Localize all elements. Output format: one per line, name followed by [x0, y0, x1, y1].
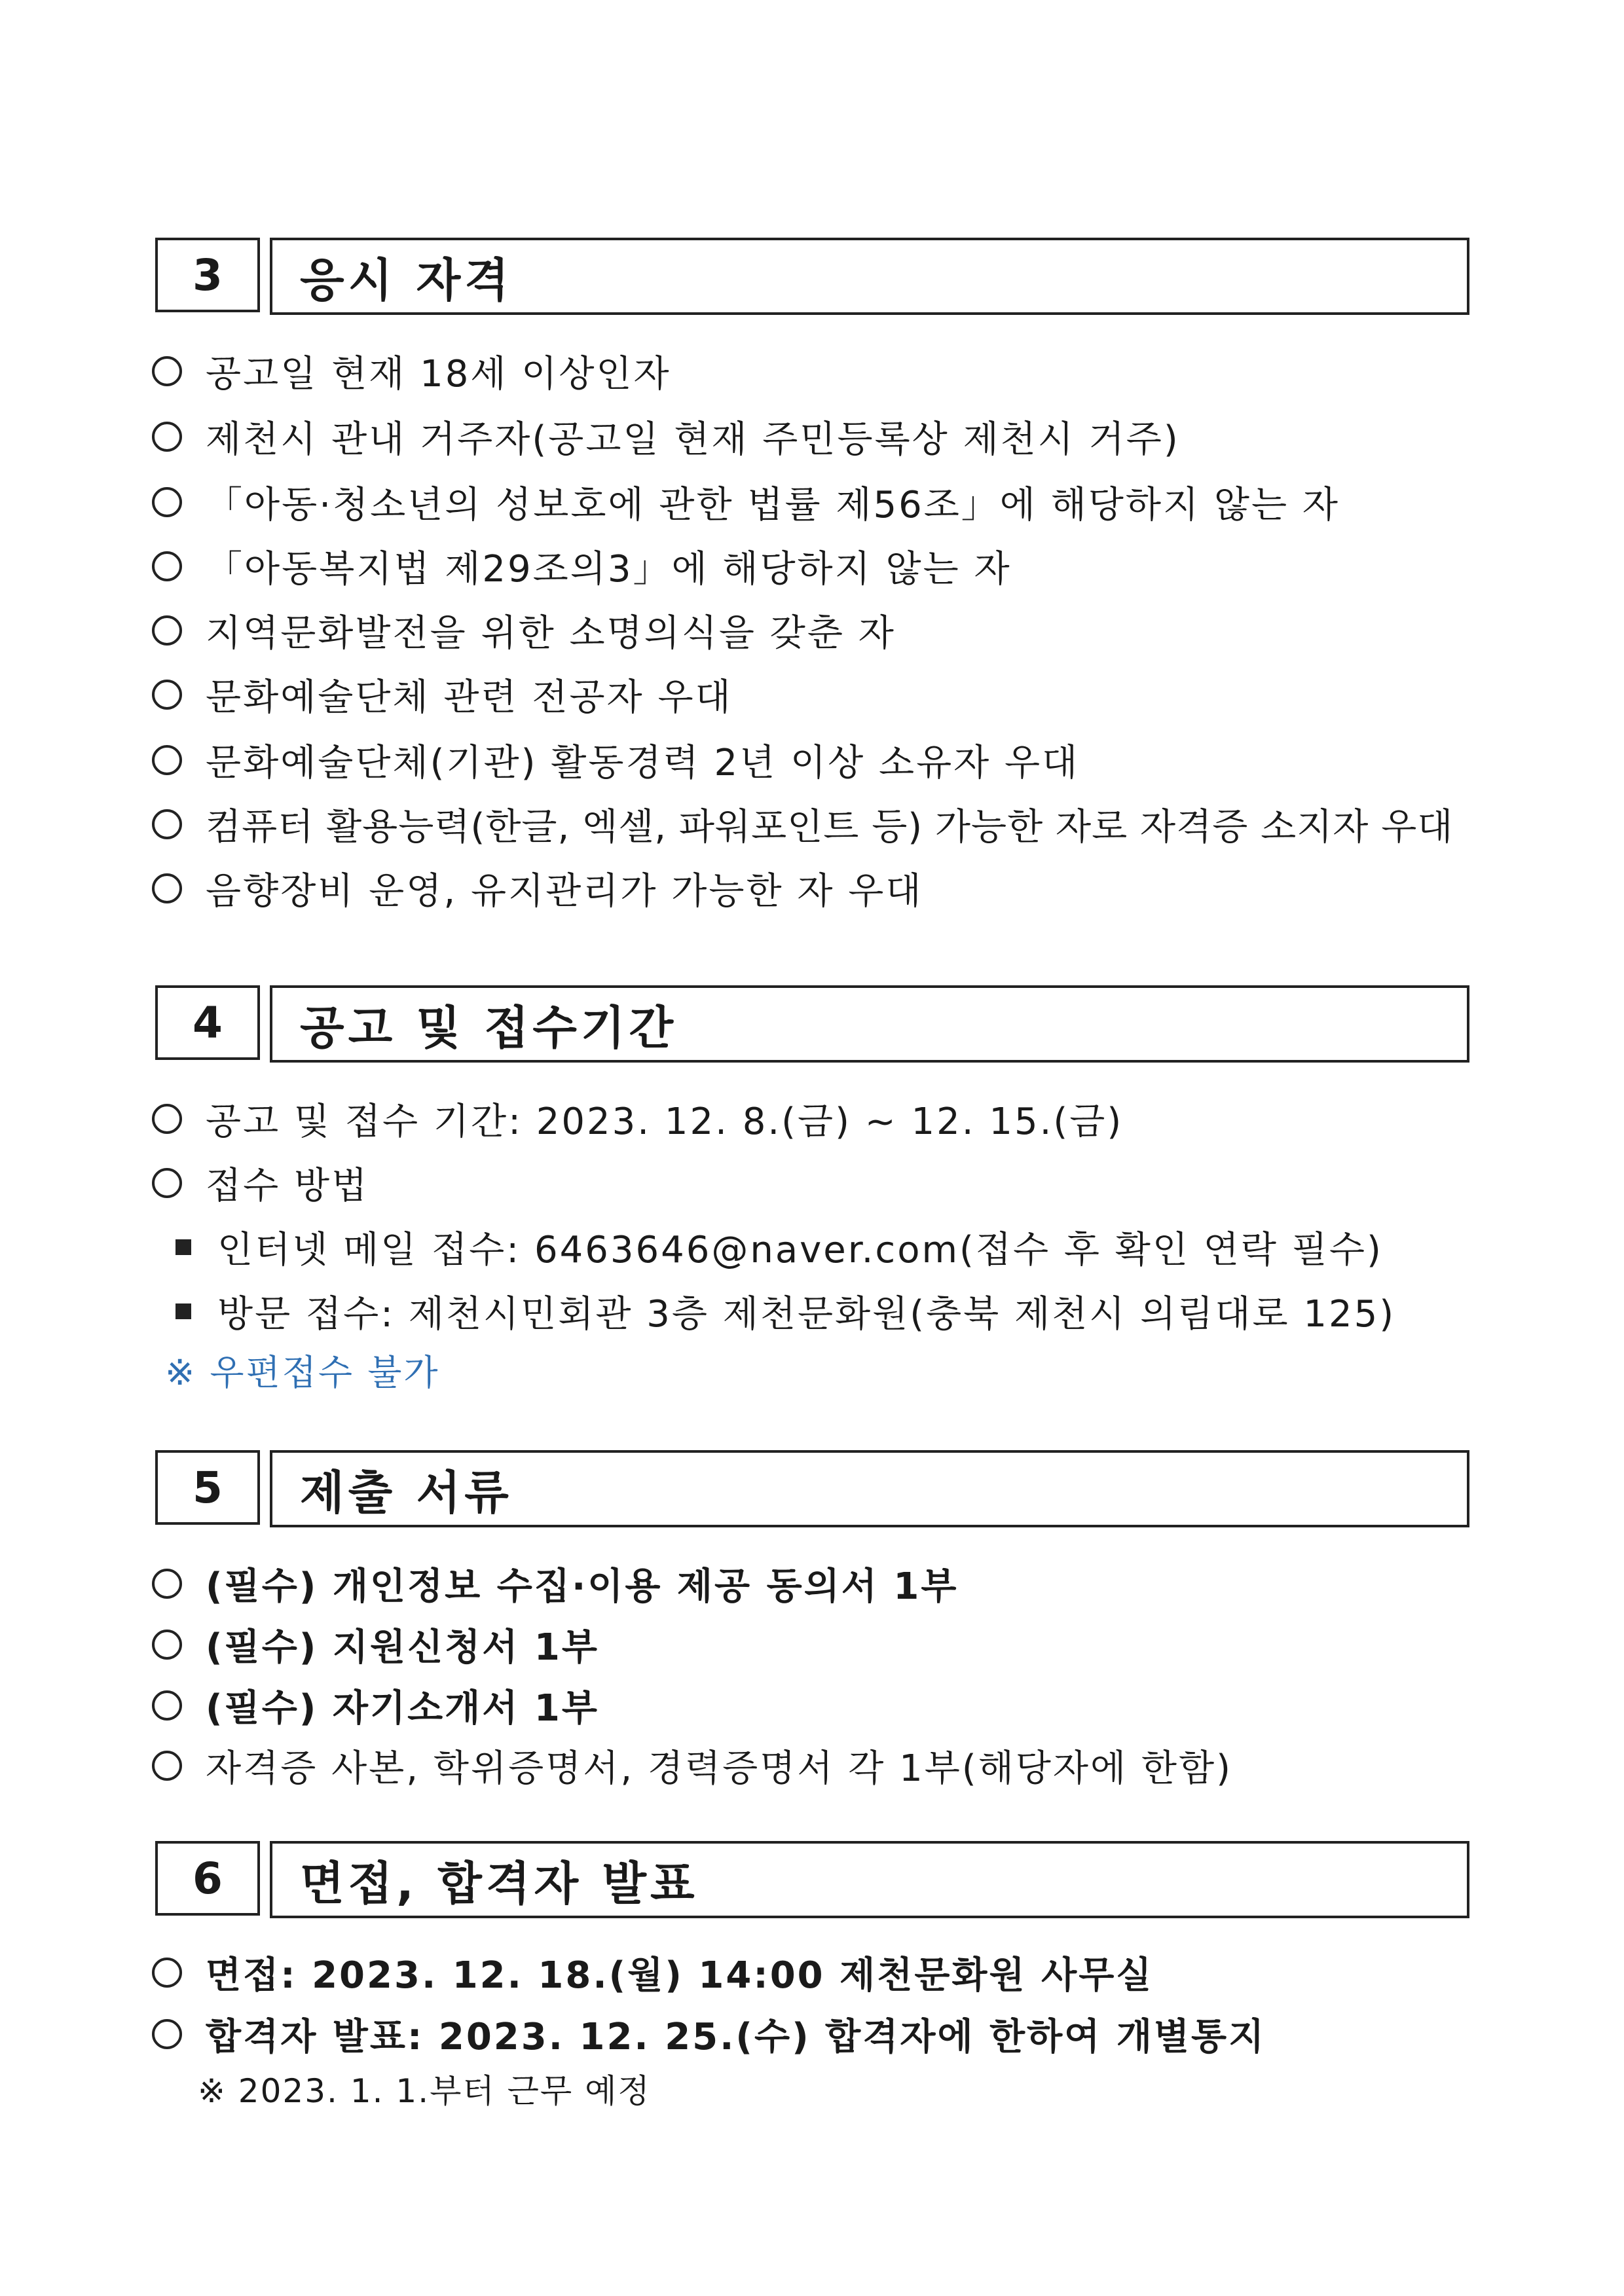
list-item-text: 공고 및 접수 기간: 2023. 12. 8.(금) ~ 12. 15.(금) — [206, 1101, 1124, 1143]
circle-bullet-icon — [152, 2019, 182, 2049]
list-item — [152, 1943, 1153, 2002]
list-item-text: (필수) 개인정보 수집·이용 제공 동의서 1부 — [206, 1565, 959, 1608]
list-item — [152, 665, 733, 724]
section-title: 제출 서류 — [270, 1450, 1469, 1527]
list-item-text: 문화예술단체 관련 전공자 우대 — [206, 676, 733, 719]
list-item — [152, 1736, 1232, 1795]
section-title: 면접, 합격자 발표 — [270, 1841, 1469, 1918]
circle-bullet-icon — [152, 551, 182, 581]
circle-bullet-icon — [152, 356, 182, 386]
list-item-text: 문화예술단체(기관) 활동경력 2년 이상 소유자 우대 — [206, 742, 1080, 784]
list-item — [152, 1615, 599, 1674]
list-item — [152, 407, 1180, 466]
list-item — [152, 342, 671, 401]
list-item-text: (필수) 자기소개서 1부 — [206, 1687, 599, 1730]
circle-bullet-icon — [152, 1690, 182, 1721]
circle-bullet-icon — [152, 680, 182, 710]
section-title: 응시 자격 — [270, 238, 1469, 315]
circle-bullet-icon — [152, 873, 182, 903]
section-number: 3 — [155, 238, 260, 312]
list-item — [152, 859, 923, 918]
circle-bullet-icon — [152, 422, 182, 452]
list-item-text: 면접: 2023. 12. 18.(월) 14:00 제천문화원 사무실 — [206, 1954, 1154, 1997]
start-date-note: ※ 2023. 1. 1.부터 근무 예정 — [198, 2072, 651, 2110]
list-item — [152, 1089, 1123, 1148]
circle-bullet-icon — [152, 1630, 182, 1660]
list-item-text: 음향장비 운영, 유지관리가 가능한 자 우대 — [206, 870, 923, 913]
circle-bullet-icon — [152, 745, 182, 775]
list-item — [152, 731, 1079, 790]
section-number: 6 — [155, 1841, 260, 1916]
list-item — [152, 601, 896, 660]
square-bullet-icon — [175, 1239, 191, 1255]
list-item — [152, 537, 1012, 596]
list-item — [152, 1554, 958, 1613]
list-item-text: 지역문화발전을 위한 소명의식을 갖춘 자 — [206, 612, 896, 655]
list-item-text: 공고일 현재 18세 이상인자 — [206, 353, 671, 395]
list-item — [152, 473, 1340, 532]
list-item-text: 「아동복지법 제29조의3」에 해당하지 않는 자 — [206, 548, 1012, 591]
list-item-text: 「아동·청소년의 성보호에 관한 법률 제56조」에 해당하지 않는 자 — [206, 484, 1340, 526]
postal-note: ※ 우편접수 불가 — [165, 1351, 440, 1393]
square-bullet-icon — [175, 1303, 191, 1319]
section-number: 4 — [155, 985, 260, 1060]
list-item-text: 합격자 발표: 2023. 12. 25.(수) 합격자에 한하여 개별통지 — [206, 2016, 1266, 2058]
section-title: 공고 및 접수기간 — [270, 985, 1469, 1063]
list-item-text: 자격증 사본, 학위증명서, 경력증명서 각 1부(해당자에 한함) — [206, 1747, 1232, 1790]
list-item-text: (필수) 지원신청서 1부 — [206, 1626, 599, 1669]
list-item-text: 컴퓨터 활용능력(한글, 엑셀, 파워포인트 등) 가능한 자로 자격증 소지자 우대 — [206, 806, 1454, 848]
sub-item-text: 방문 접수: 제천시민회관 3층 제천문화원(충북 제천시 의림대로 125) — [217, 1293, 1396, 1336]
sub-item — [175, 1282, 1395, 1341]
sub-item — [175, 1218, 1383, 1277]
circle-bullet-icon — [152, 1569, 182, 1599]
circle-bullet-icon — [152, 615, 182, 646]
list-item — [152, 2005, 1266, 2064]
list-item — [152, 795, 1453, 854]
circle-bullet-icon — [152, 809, 182, 839]
list-item — [152, 1154, 369, 1212]
section-number: 5 — [155, 1450, 260, 1525]
circle-bullet-icon — [152, 1751, 182, 1781]
list-item-text: 접수 방법 — [206, 1165, 369, 1207]
circle-bullet-icon — [152, 1168, 182, 1198]
sub-item-text: 인터넷 메일 접수: 6463646@naver.com(접수 후 확인 연락 필수) — [217, 1229, 1383, 1271]
circle-bullet-icon — [152, 487, 182, 517]
list-item-text: 제천시 관내 거주자(공고일 현재 주민등록상 제천시 거주) — [206, 418, 1180, 461]
circle-bullet-icon — [152, 1104, 182, 1134]
list-item — [152, 1676, 599, 1735]
circle-bullet-icon — [152, 1958, 182, 1988]
